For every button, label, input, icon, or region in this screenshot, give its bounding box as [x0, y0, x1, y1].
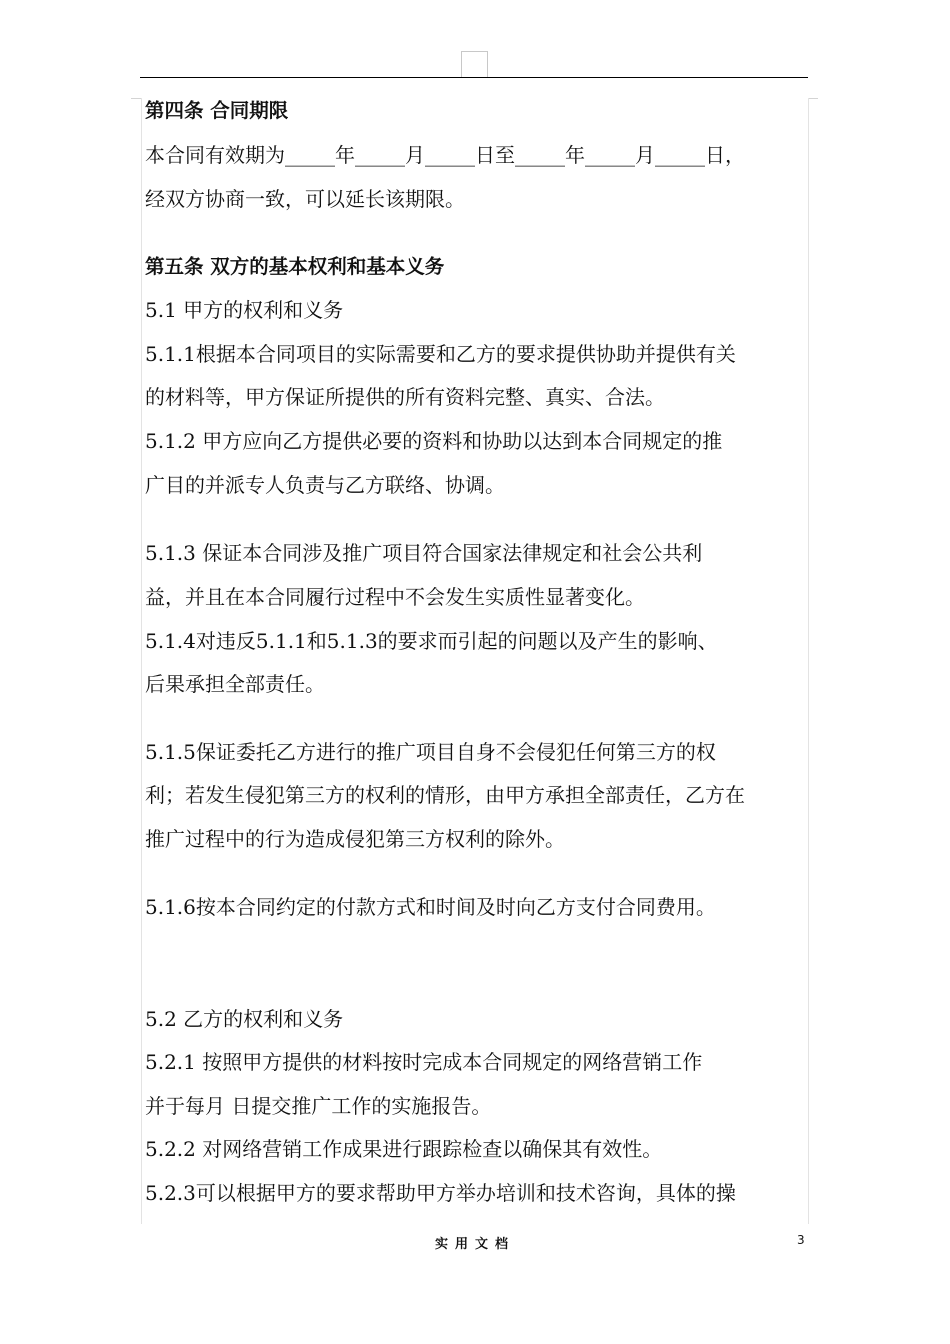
text-line: 经双方协商一致，可以延长该期限。 [145, 187, 465, 211]
header-box [461, 51, 488, 77]
left-margin-rule [141, 98, 142, 1224]
text-line: 5.2.3可以根据甲方的要求帮助甲方举办培训和技术咨询，具体的操 [145, 1181, 736, 1205]
text-line: 本合同有效期为_____年_____月_____日至_____年_____月_____日， [145, 143, 745, 167]
text-line: 5.2.2 对网络营销工作成果进行跟踪检查以确保其有效性。 [145, 1137, 663, 1161]
text-line: 5.1.1根据本合同项目的实际需要和乙方的要求提供协助并提供有关 [145, 342, 736, 366]
text-line: 并于每月 日提交推广工作的实施报告。 [145, 1094, 492, 1118]
text-line: 广目的并派专人负责与乙方联络、协调。 [145, 473, 505, 497]
right-margin-rule [808, 98, 809, 1224]
text-line: 5.2.1 按照甲方提供的材料按时完成本合同规定的网络营销工作 [145, 1050, 703, 1074]
section-5-heading: 第五条 双方的基本权利和基本义务 [145, 255, 445, 278]
subsection-heading: 5.2 乙方的权利和义务 [145, 1007, 344, 1031]
text-line: 5.1.2 甲方应向乙方提供必要的资料和协助以达到本合同规定的推 [145, 429, 723, 453]
margin-mark-top-right-h [808, 98, 818, 99]
text-line: 推广过程中的行为造成侵犯第三方权利的除外。 [145, 827, 565, 851]
text-line: 后果承担全部责任。 [145, 672, 325, 696]
section-4-heading: 第四条 合同期限 [145, 99, 289, 122]
text-line: 的材料等，甲方保证所提供的所有资料完整、真实、合法。 [145, 385, 665, 409]
footer-label: 实用文档 [434, 1237, 515, 1252]
margin-mark-top-left-h [131, 98, 141, 99]
header-rule [140, 77, 808, 78]
text-line: 益，并且在本合同履行过程中不会发生实质性显著变化。 [145, 585, 645, 609]
text-line: 5.1.3 保证本合同涉及推广项目符合国家法律规定和社会公共利 [145, 541, 703, 565]
subsection-heading: 5.1 甲方的权利和义务 [145, 298, 344, 322]
text-line: 5.1.6按本合同约定的付款方式和时间及时向乙方支付合同费用。 [145, 895, 716, 919]
text-line: 5.1.5保证委托乙方进行的推广项目自身不会侵犯任何第三方的权 [145, 740, 716, 764]
text-line: 利；若发生侵犯第三方的权利的情形，由甲方承担全部责任，乙方在 [145, 783, 745, 807]
text-line: 5.1.4对违反5.1.1和5.1.3的要求而引起的问题以及产生的影响、 [145, 629, 718, 653]
page-number: 3 [797, 1233, 805, 1247]
